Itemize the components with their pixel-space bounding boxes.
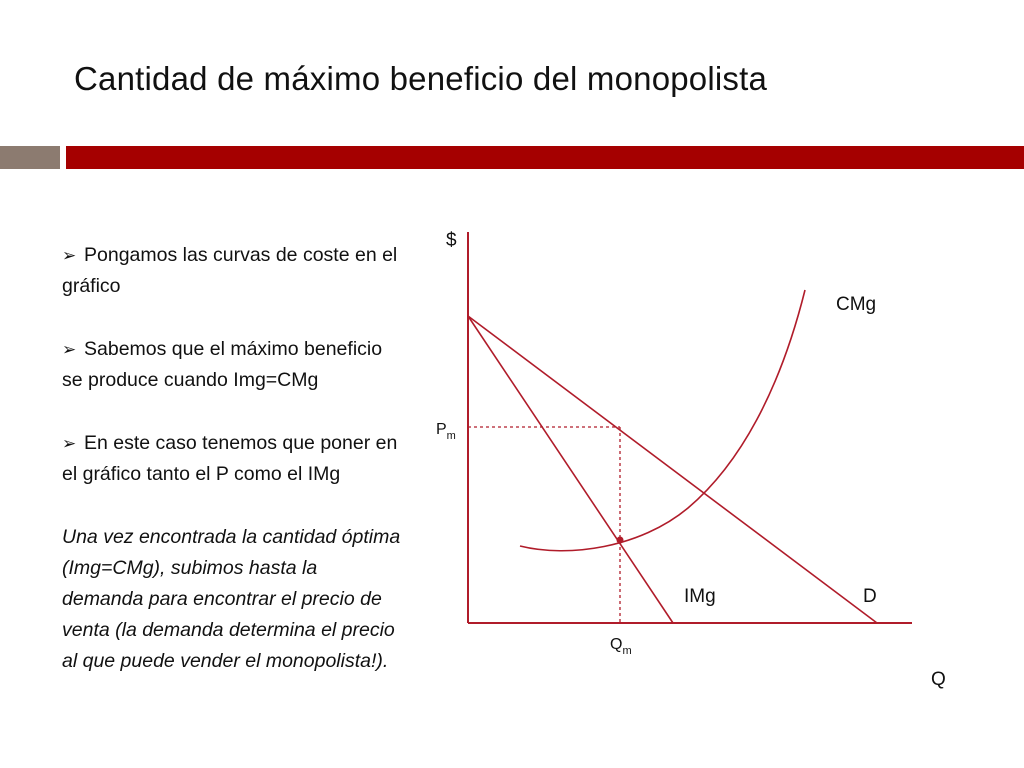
bullet-text: Sabemos que el máximo beneficio se produce cuando Img=CMg [62,338,383,391]
quantity-label-main: Q [610,636,623,653]
price-label-main: P [436,421,447,438]
bullet-text: Pongamos las curvas de coste en el gráfico [62,244,398,297]
quantity-label-sub: m [622,645,632,657]
bullet-text: En este caso tenemos que poner en el gráfico tanto el P como el IMg [62,432,398,485]
arrow-bullet-icon: ➢ [62,434,77,453]
marginal-revenue-curve [468,316,673,623]
cmg-label: CMg [836,294,877,315]
page-title: Cantidad de máximo beneficio del monopolista [74,60,768,97]
optimum-point [617,537,624,544]
img-label: IMg [684,586,716,607]
price-label [436,421,456,442]
x-axis-label: Q [931,669,946,690]
arrow-bullet-icon: ➢ [62,246,77,265]
explanation-note: Una vez encontrada la cantidad óptima (Img=CMg), subimos hasta la demanda para encontrar el precio de venta (la demanda determina el precio al que puede vender el monopolista!). [62,526,401,672]
quantity-label [610,636,632,657]
demand-curve [468,316,877,623]
price-label-sub: m [446,430,456,442]
marginal-cost-curve [520,290,805,551]
demand-label: D [863,586,877,607]
arrow-bullet-icon: ➢ [62,340,77,359]
y-axis-label: $ [446,230,457,251]
